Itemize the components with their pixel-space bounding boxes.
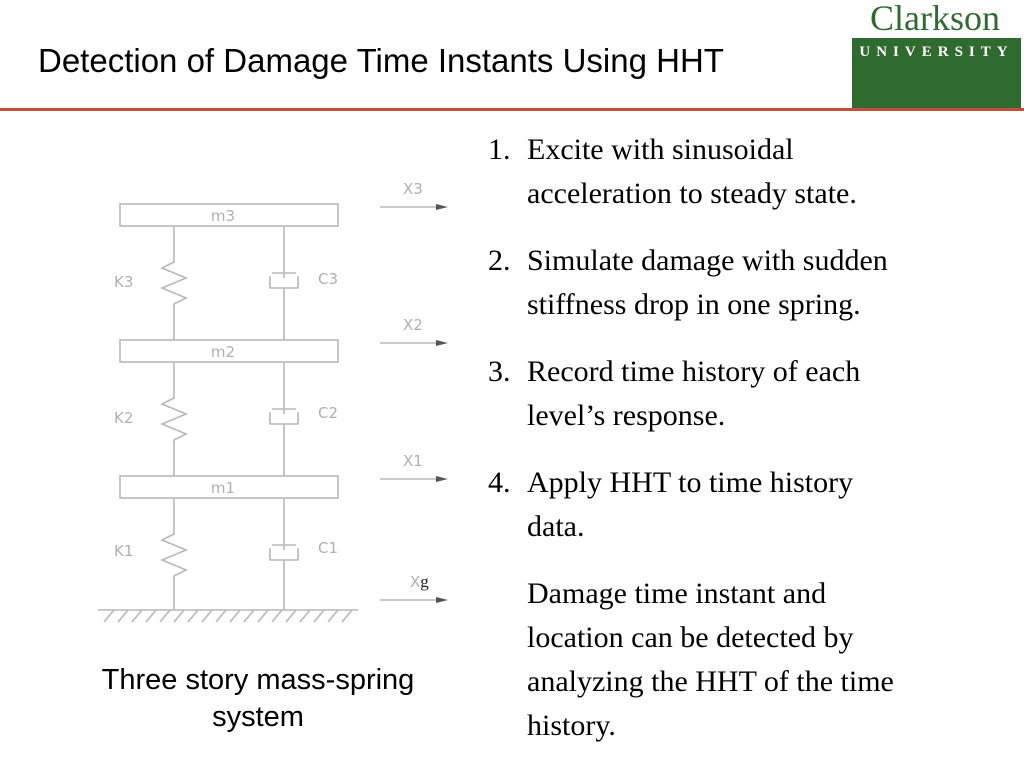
damper-c3 [270,226,298,340]
arrow-xg-head [436,597,448,603]
step-text-line: acceleration to steady state. [527,177,857,210]
disp-label-x1: X1 [403,452,423,470]
damper-c1 [270,498,298,610]
spring-label-k1: K1 [114,542,134,560]
note-line: location can be detected by [527,621,854,654]
arrow-x2-head [436,340,448,346]
step-number: 3. [488,355,511,388]
disp-label-x2: X2 [403,316,423,334]
disp-label-xg-sub: g [420,572,429,591]
damper-label-c3: C3 [318,270,339,288]
logo-university-text: UNIVERSITY [859,44,1014,60]
step-text-line: Excite with sinusoidal [527,133,794,166]
note-line: history. [527,709,616,742]
diagram-caption [48,662,468,736]
step-text-line: data. [527,510,585,543]
clarkson-logo [849,0,1021,108]
note-line: analyzing the HHT of the time [527,665,894,698]
damper-c2 [270,362,298,476]
step-number: 2. [488,244,511,277]
list-item [488,239,1008,327]
mass-label-m3: m3 [210,207,236,225]
mass-label-m1: m1 [210,479,236,497]
spring-k3 [162,226,186,340]
step-text-line: stiffness drop in one spring. [527,288,861,321]
step-text-line: Simulate damage with sudden [527,244,888,277]
step-text-line: Record time history of each [527,355,861,388]
logo-banner [852,38,1021,108]
spring-label-k3: K3 [114,273,134,291]
disp-label-xg-main: X [410,573,421,591]
list-item [488,350,1008,438]
arrow-x3-head [436,204,448,210]
damper-label-c1: C1 [318,539,339,557]
caption-line-2: system [212,701,304,733]
disp-label-xg [410,572,429,591]
logo-wordmark: Clarkson [849,0,1021,38]
mass-spring-diagram [90,170,470,630]
spring-k1 [162,498,186,610]
caption-line-1: Three story mass-spring [101,664,415,696]
list-item [488,128,1008,216]
damper-label-c2: C2 [318,404,339,422]
disp-label-x3: X3 [403,180,423,198]
note-line: Damage time instant and [527,577,827,610]
list-item [488,461,1008,549]
arrow-x1-head [436,476,448,482]
step-text-line: level’s response. [527,399,726,432]
mass-label-m2: m2 [210,343,236,361]
step-text-line: Apply HHT to time history [527,466,854,499]
ground-line [98,610,358,622]
conclusion-note [527,572,1007,748]
spring-k2 [162,362,186,476]
procedure-list [488,128,1008,572]
step-number: 1. [488,133,511,166]
slide-title: Detection of Damage Time Instants Using HHT [38,42,724,79]
spring-label-k2: K2 [114,409,134,427]
step-number: 4. [488,466,511,499]
title-divider [0,108,1024,111]
